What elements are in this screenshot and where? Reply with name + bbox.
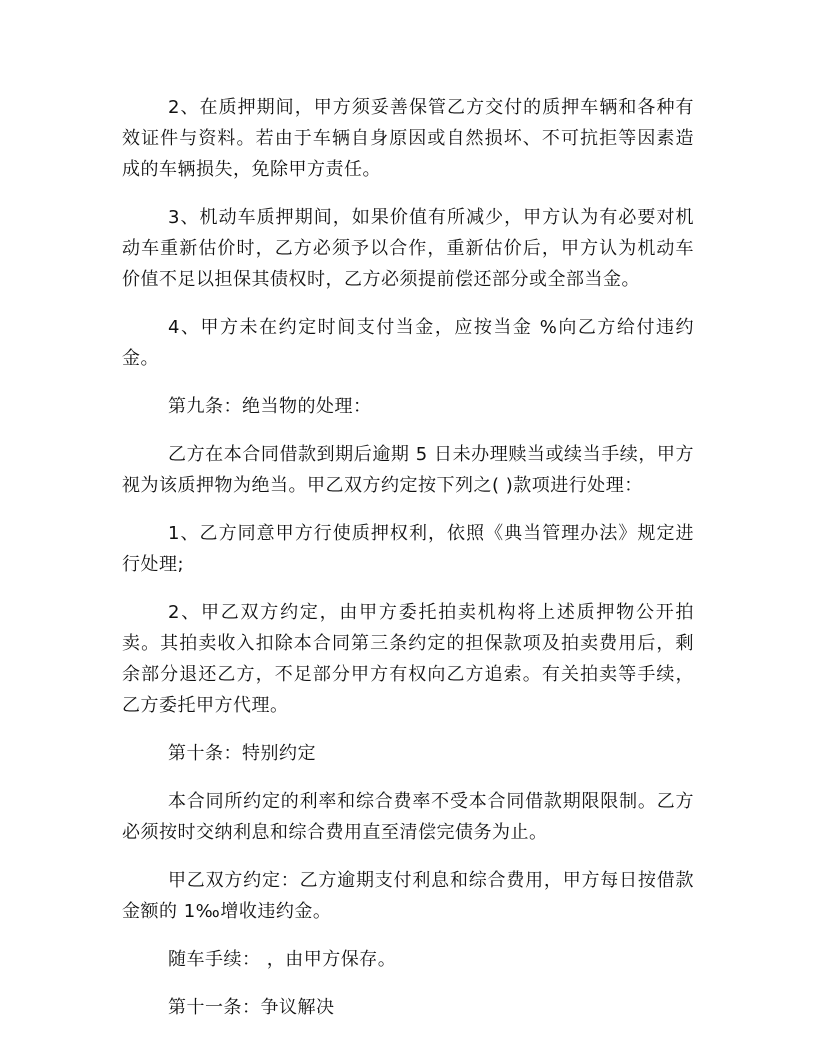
heading-clause-9: 第九条：绝当物的处理： — [168, 396, 372, 417]
heading-clause-11: 第十一条：争议解决 — [168, 997, 335, 1018]
paragraph-clause-9-item-2: 2、甲乙双方约定，由甲方委托拍卖机构将上述质押物公开拍卖。其拍卖收入扣除本合同第三条约定的担保款项及拍卖费用后，剩余部分退还乙方，不足部分甲方有权向乙方追索。有关拍卖等手续，乙方委托甲方代理。 — [122, 602, 694, 716]
paragraph-clause-8-item-3: 3、机动车质押期间，如果价值有所减少，甲方认为有必要对机动车重新估价时，乙方必须予以合作，重新估价后，甲方认为机动车价值不足以担保其债权时，乙方必须提前偿还部分或全部当金。 — [122, 207, 694, 290]
paragraph-clause-10-rates: 本合同所约定的利率和综合费率不受本合同借款期限限制。乙方必须按时交纳利息和综合费用直至清偿完债务为止。 — [122, 791, 694, 843]
paragraph-clause-8-item-4: 4、甲方未在约定时间支付当金，应按当金 %向乙方给付违约金。 — [122, 317, 694, 369]
document-body — [122, 92, 694, 1040]
paragraph-clause-9-intro: 乙方在本合同借款到期后逾期 5 日未办理赎当或续当手续，甲方视为该质押物为绝当。甲乙双方约定按下列之( )款项进行处理： — [122, 444, 694, 496]
heading-clause-10: 第十条：特别约定 — [168, 743, 316, 764]
paragraph-vehicle-documents: 随车手续： ，由甲方保存。 — [168, 949, 397, 970]
paragraph-clause-8-item-2: 2、在质押期间，甲方须妥善保管乙方交付的质押车辆和各种有效证件与资料。若由于车辆自身原因或自然损坏、不可抗拒等因素造成的车辆损失，免除甲方责任。 — [122, 97, 694, 180]
paragraph-clause-9-item-1: 1、乙方同意甲方行使质押权利，依照《典当管理办法》规定进行处理; — [122, 523, 694, 575]
paragraph-clause-10-penalty: 甲乙双方约定：乙方逾期支付利息和综合费用，甲方每日按借款金额的 1‰增收违约金。 — [122, 870, 694, 922]
